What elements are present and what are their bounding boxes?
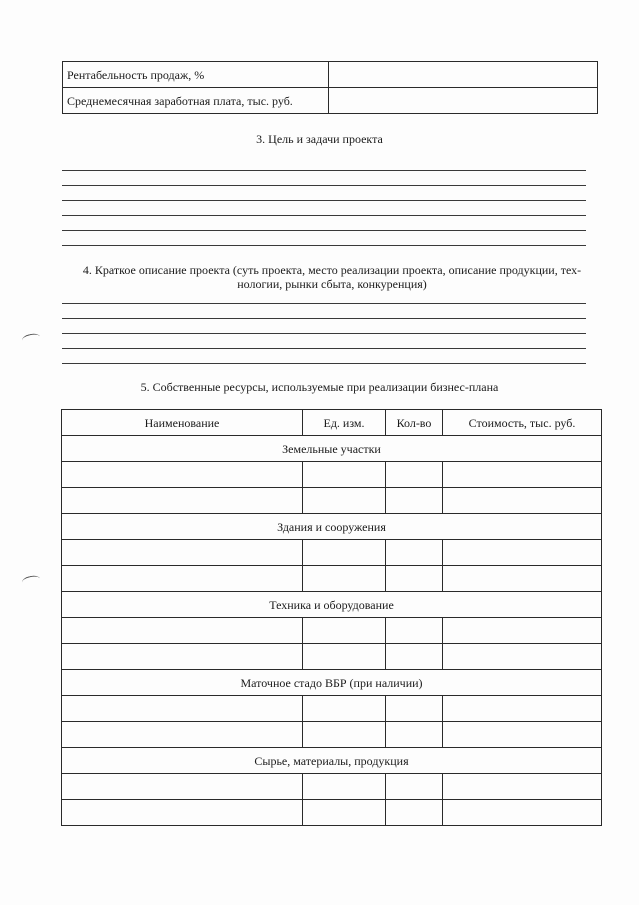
cost-cell[interactable] xyxy=(443,618,602,644)
name-cell[interactable] xyxy=(62,540,303,566)
blank-line[interactable] xyxy=(62,245,586,246)
name-cell[interactable] xyxy=(62,696,303,722)
blank-line[interactable] xyxy=(62,170,586,171)
cost-cell[interactable] xyxy=(443,722,602,748)
name-cell[interactable] xyxy=(62,774,303,800)
name-cell[interactable] xyxy=(62,800,303,826)
name-cell[interactable] xyxy=(62,566,303,592)
indicator-value-cell[interactable] xyxy=(329,62,598,88)
margin-scan-mark xyxy=(21,332,40,345)
column-header-quantity: Кол-во xyxy=(386,410,443,436)
resource-entry-row xyxy=(62,488,602,514)
resource-entry-row xyxy=(62,800,602,826)
quantity-cell[interactable] xyxy=(386,540,443,566)
name-cell[interactable] xyxy=(62,618,303,644)
indicator-value-cell[interactable] xyxy=(329,88,598,114)
blank-line[interactable] xyxy=(62,215,586,216)
resource-entry-row xyxy=(62,566,602,592)
resource-entry-row xyxy=(62,462,602,488)
margin-scan-mark xyxy=(21,574,40,587)
quantity-cell[interactable] xyxy=(386,722,443,748)
cost-cell[interactable] xyxy=(443,800,602,826)
resource-entry-row xyxy=(62,540,602,566)
indicator-label: Рентабельность продаж, % xyxy=(63,62,329,88)
cost-cell[interactable] xyxy=(443,644,602,670)
quantity-cell[interactable] xyxy=(386,566,443,592)
resource-entry-row xyxy=(62,722,602,748)
group-title: Сырье, материалы, продукция xyxy=(62,748,602,774)
blank-line[interactable] xyxy=(62,363,586,364)
blank-line[interactable] xyxy=(62,230,586,231)
column-header-cost: Стоимость, тыс. руб. xyxy=(443,410,602,436)
group-header-row xyxy=(62,592,602,618)
unit-cell[interactable] xyxy=(303,774,386,800)
unit-cell[interactable] xyxy=(303,540,386,566)
cost-cell[interactable] xyxy=(443,774,602,800)
group-header-row xyxy=(62,748,602,774)
section-4-title xyxy=(62,263,602,291)
resource-entry-row xyxy=(62,774,602,800)
group-title: Маточное стадо ВБР (при наличии) xyxy=(62,670,602,696)
blank-line[interactable] xyxy=(62,348,586,349)
quantity-cell[interactable] xyxy=(386,696,443,722)
cost-cell[interactable] xyxy=(443,696,602,722)
quantity-cell[interactable] xyxy=(386,462,443,488)
name-cell[interactable] xyxy=(62,722,303,748)
resources-table xyxy=(61,409,602,826)
name-cell[interactable] xyxy=(62,462,303,488)
quantity-cell[interactable] xyxy=(386,774,443,800)
group-title: Техника и оборудование xyxy=(62,592,602,618)
blank-line[interactable] xyxy=(62,318,586,319)
blank-line[interactable] xyxy=(62,303,586,304)
group-header-row xyxy=(62,436,602,462)
unit-cell[interactable] xyxy=(303,800,386,826)
resource-entry-row xyxy=(62,644,602,670)
cost-cell[interactable] xyxy=(443,488,602,514)
group-title: Земельные участки xyxy=(62,436,602,462)
section-4-title-line-1: 4. Краткое описание проекта (суть проекта, место реализации проекта, описание продукции, тех- xyxy=(82,263,582,277)
unit-cell[interactable] xyxy=(303,488,386,514)
resources-header-row xyxy=(62,410,602,436)
indicator-row xyxy=(63,88,598,114)
indicator-row xyxy=(63,62,598,88)
resource-entry-row xyxy=(62,618,602,644)
unit-cell[interactable] xyxy=(303,722,386,748)
section-3-title: 3. Цель и задачи проекта xyxy=(256,132,383,146)
unit-cell[interactable] xyxy=(303,618,386,644)
blank-line[interactable] xyxy=(62,185,586,186)
cost-cell[interactable] xyxy=(443,566,602,592)
goals-blank-lines xyxy=(62,170,586,246)
name-cell[interactable] xyxy=(62,644,303,670)
unit-cell[interactable] xyxy=(303,696,386,722)
section-4-title-line-2: нологии, рынки сбыта, конкуренция) xyxy=(237,277,427,291)
group-header-row xyxy=(62,514,602,540)
blank-line[interactable] xyxy=(62,333,586,334)
name-cell[interactable] xyxy=(62,488,303,514)
unit-cell[interactable] xyxy=(303,462,386,488)
column-header-name: Наименование xyxy=(62,410,303,436)
blank-line[interactable] xyxy=(62,200,586,201)
indicator-label: Среднемесячная заработная плата, тыс. руб. xyxy=(63,88,329,114)
group-header-row xyxy=(62,670,602,696)
quantity-cell[interactable] xyxy=(386,800,443,826)
unit-cell[interactable] xyxy=(303,566,386,592)
indicators-table xyxy=(62,61,598,114)
quantity-cell[interactable] xyxy=(386,488,443,514)
description-blank-lines xyxy=(62,303,586,364)
column-header-unit: Ед. изм. xyxy=(303,410,386,436)
quantity-cell[interactable] xyxy=(386,644,443,670)
unit-cell[interactable] xyxy=(303,644,386,670)
cost-cell[interactable] xyxy=(443,540,602,566)
quantity-cell[interactable] xyxy=(386,618,443,644)
section-5-title: 5. Собственные ресурсы, используемые при реализации бизнес-плана xyxy=(140,380,499,394)
group-title: Здания и сооружения xyxy=(62,514,602,540)
cost-cell[interactable] xyxy=(443,462,602,488)
resource-entry-row xyxy=(62,696,602,722)
